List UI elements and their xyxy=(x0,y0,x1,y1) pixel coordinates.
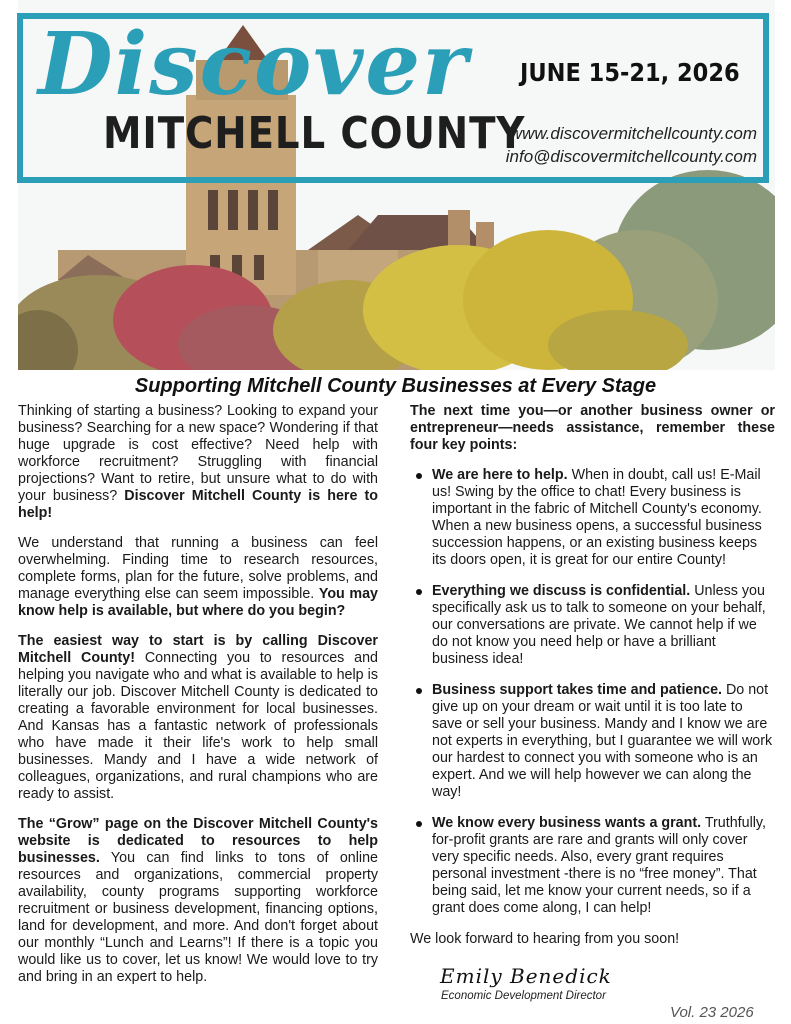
list-item: We know every business wants a grant. Truthfully, for-profit grants are rare and grants will only cover very specific needs. Also, every grant requires personal investment -there is no “free money”. That being said, let me know your current needs, so if a grant does come along, I can help! xyxy=(410,815,775,917)
list-item: We are here to help. When in doubt, call us! E-Mail us! Swing by the office to chat! Every business is important in the fabric of Mitchell County's economy. When a new business opens, a successful business succession happens, or an existing business keeps its doors open, it is great for our entire County! xyxy=(410,467,775,569)
masthead-discover: Discover xyxy=(38,14,470,115)
masthead-county: MITCHELL COUNTY xyxy=(103,108,526,159)
article-headline: Supporting Mitchell County Businesses at Every Stage xyxy=(134,375,657,397)
key-points-list xyxy=(410,467,775,917)
volume-label: Vol. 23 2026 xyxy=(670,1004,754,1021)
website-link[interactable]: www.discovermitchellcounty.com xyxy=(509,124,757,143)
contact-block xyxy=(482,122,757,168)
paragraph: We understand that running a business can feel overwhelming. Finding time to research resources, complete forms, plan for the future, solve problems, and manage everything else can seem impossible. You may know help is available, but where do you begin? xyxy=(18,535,378,619)
closing-line: We look forward to hearing from you soon! xyxy=(410,931,680,947)
list-item: Business support takes time and patience. Do not give up on your dream or wait until it is too late to save or sell your business. Mandy and I know we are not experts in everything, but I guarantee we will work our hardest to connect you with someone who is an expert. And we will help however we can along the way! xyxy=(410,682,775,801)
bullet-icon xyxy=(416,589,422,595)
bullet-icon xyxy=(416,688,422,694)
signature-title: Economic Development Director xyxy=(441,990,606,1002)
list-item: Everything we discuss is confidential. Unless you specifically ask us to talk to someone on your behalf, our conversations are private. We cannot help if we do not know you need help or have a brilliant business idea! xyxy=(410,583,775,668)
bullet-icon xyxy=(416,473,422,479)
left-column xyxy=(18,403,378,999)
paragraph: The “Grow” page on the Discover Mitchell County's website is dedicated to resources to help businesses. You can find links to tons of online resources and organizations, commercial property availability, county programs supporting workforce recruitment or business development, financing options, land for development, and more. And don't forget about our monthly “Lunch and Learns”! If there is a topic you would like us to cover, let us know! We would love to try and bring in an expert to help. xyxy=(18,816,378,985)
signature: Emily Benedick xyxy=(440,964,612,988)
bullet-icon xyxy=(416,821,422,827)
email-link[interactable]: info@discovermitchellcounty.com xyxy=(505,147,757,166)
issue-date: JUNE 15-21, 2026 xyxy=(520,58,740,87)
paragraph: The easiest way to start is by calling Discover Mitchell County! Connecting you to resources and helping you navigate who and what is available to help is literally our job. Discover Mitchell County is dedicated to creating a favorable environment for local businesses. And Kansas has a fantastic network of professionals who have made it their life's work to help small businesses. Mandy and I have a wide network of colleagues, organizations, and rural champions who are ready to assist. xyxy=(18,633,378,802)
intro-paragraph: The next time you—or another business owner or entrepreneur—needs assistance, remember these four key points: xyxy=(410,403,775,453)
right-column xyxy=(410,403,775,961)
paragraph: Thinking of starting a business? Looking to expand your business? Searching for a new space? Wondering if that huge upgrade is cost effective? Need help with workforce recruitment? Struggling with financial projections? Want to retire, but unsure what to do with your business? Discover Mitchell County is here to help! xyxy=(18,403,378,521)
